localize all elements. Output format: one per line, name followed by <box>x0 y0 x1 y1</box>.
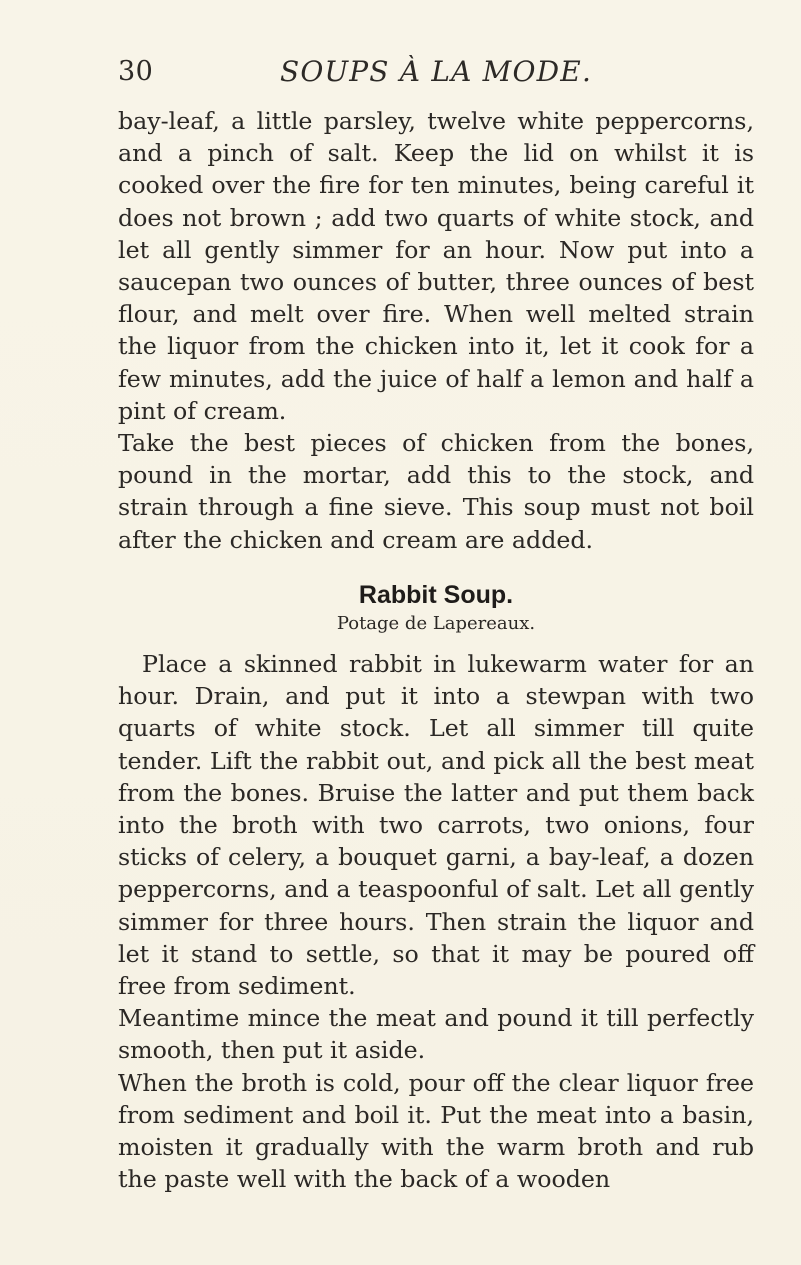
running-head <box>118 52 754 92</box>
recipe-title: Rabbit Soup. <box>358 581 514 609</box>
running-title: SOUPS À LA MODE. <box>279 55 593 88</box>
recipe-subtitle: Potage de Lapereaux. <box>336 613 536 634</box>
paragraph: bay-leaf, a little parsley, twelve white peppercorns, and a pinch of salt. Keep the lid on whilst it is cooked over the fire for ten minutes, being careful it does not brown ; add two quarts of white stock, and let all gently simmer for an hour. Now put into a saucepan two ounces of butter, three ounces of best flour, and melt over fire. When well melted strain the liquor from the chicken into it, let it cook for a few minutes, add the juice of half a lemon and half a pint of cream. <box>118 107 754 425</box>
paragraph: Meantime mince the meat and pound it till perfectly smooth, then put it aside. <box>118 1004 754 1065</box>
continued-recipe-text <box>118 105 754 556</box>
recipe-body <box>118 648 754 1195</box>
paragraph: Take the best pieces of chicken from the bones, pound in the mortar, add this to the stock, and strain through a fine sieve. This soup must not boil after the chicken and cream are added. <box>118 429 754 554</box>
page-number: 30 <box>118 56 154 87</box>
paragraph: When the broth is cold, pour off the clear liquor free from sediment and boil it. Put the meat into a basin, moisten it gradually with the warm broth and rub the paste well with the back of a wooden <box>118 1068 754 1194</box>
paragraph: Place a skinned rabbit in lukewarm water for an hour. Drain, and put it into a stewpan with two quarts of white stock. Let all simmer till quite tender. Lift the rabbit out, and pick all the best meat from the bones. Bruise the latter and put them back into the broth with two carrots, two onions, four sticks of celery, a bouquet garni, a bay-leaf, a dozen peppercorns, and a teaspoonful of salt. Let all gently simmer for three hours. Then strain the liquor and let it stand to settle, so that it may be poured off free from sediment. <box>118 650 754 1001</box>
